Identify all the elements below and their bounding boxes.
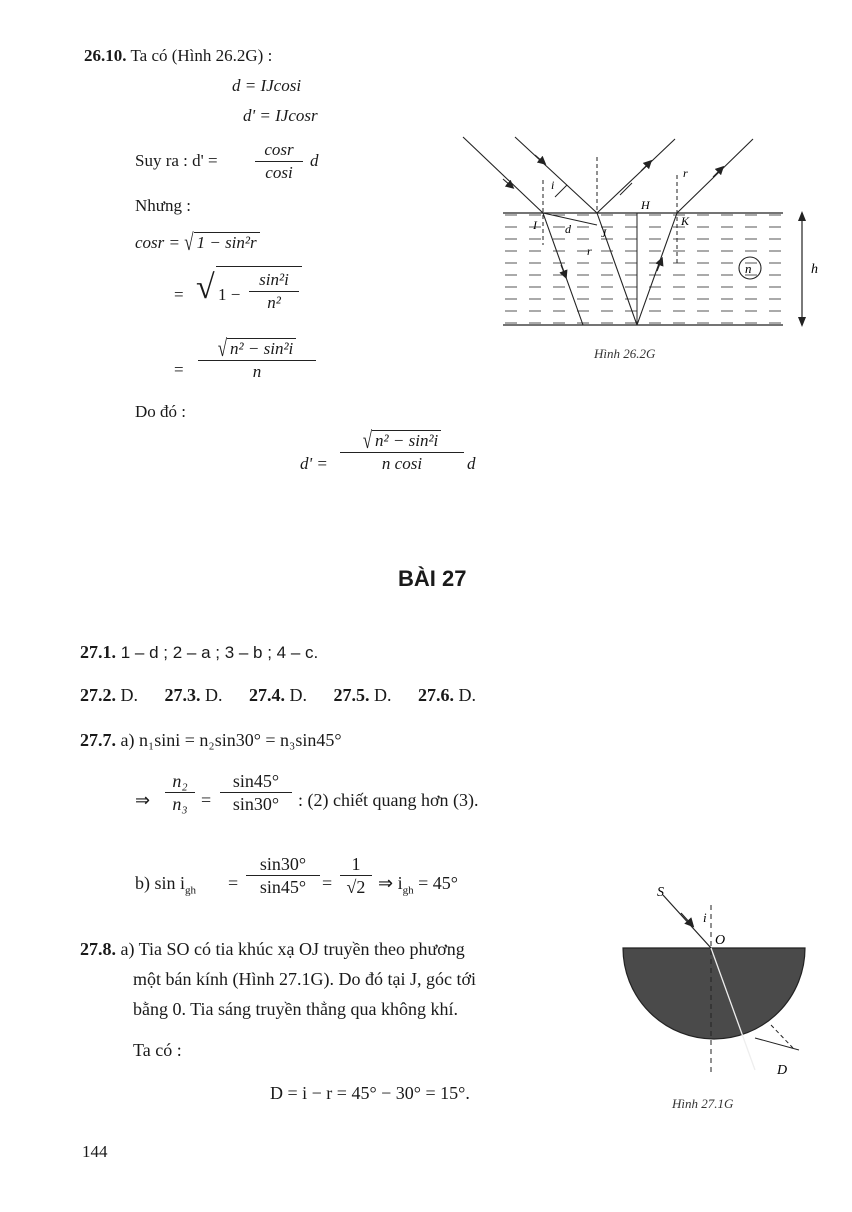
suyra-tail: d	[310, 151, 319, 170]
fraction-denominator: n₃	[172, 794, 188, 814]
fraction-denominator: n cosi	[381, 454, 423, 473]
incident-ray-1	[463, 137, 543, 213]
equals-sign: =	[201, 790, 212, 810]
figure-26-2g-caption: Hình 26.2G	[594, 346, 656, 361]
fraction-numerator: n² − sin²i	[227, 338, 296, 359]
sin-i-text: b) sin i	[135, 873, 186, 893]
section-26-10	[84, 46, 272, 66]
fraction-numerator: cosr	[264, 140, 294, 159]
paragraph-line-3: bằng 0. Tia sáng truyền thẳng qua không khí.	[133, 999, 458, 1019]
incident-ray-2	[515, 137, 597, 213]
sin-igh-prefix	[135, 873, 196, 897]
deviation-formula: D = i − r = 45° − 30° = 15°.	[270, 1083, 470, 1103]
taco-label: Ta có :	[133, 1040, 182, 1060]
radical-bar	[216, 266, 302, 267]
d-measure	[755, 1038, 799, 1050]
subscript-gh: gh	[402, 884, 414, 897]
sqrt-symbol: √	[196, 269, 215, 306]
one-over-root2	[340, 854, 372, 897]
equation-a: a) n₁sini = n₂sin30° = n₃sin45°	[120, 730, 342, 750]
cosr-radicand: 1 − sin²r	[194, 232, 260, 253]
equals-sign-2: =	[174, 360, 184, 379]
n-label: n	[745, 261, 752, 276]
reflected-ray-2	[677, 139, 753, 213]
figure-27-1g-caption: Hình 27.1G	[672, 1096, 734, 1111]
label-s: S	[657, 885, 664, 900]
answer-27-1	[80, 642, 318, 663]
figure-26-2g	[455, 125, 840, 365]
answer-label: 27.2.	[80, 685, 116, 705]
section-label: 26.10.	[84, 46, 127, 65]
fraction-denominator: √2	[346, 877, 366, 897]
answer-text: 1 – d ; 2 – a ; 3 – b ; 4 – c.	[120, 643, 319, 662]
answer-label: 27.8.	[80, 939, 116, 959]
point-k-label: K	[681, 214, 690, 228]
suyra-label: Suy ra : d' =	[135, 151, 218, 170]
reflected-ray-1	[597, 139, 675, 213]
fraction-denominator: sin30°	[232, 794, 280, 814]
sqrt-over-n: √ n² − sin²i n	[198, 338, 316, 382]
answer-value: D.	[205, 685, 223, 705]
final-lhs: d' =	[300, 454, 328, 473]
equals-sign-b: =	[228, 873, 239, 893]
fraction-denominator: cosi	[265, 163, 293, 182]
subscript-gh: gh	[185, 884, 197, 897]
fraction-numerator: 1	[351, 854, 361, 874]
point-j-label: J	[601, 226, 607, 240]
semicircle-block	[623, 948, 805, 1039]
one-minus: 1 −	[218, 285, 241, 304]
fraction-numerator: sin30°	[259, 854, 307, 874]
implies-i: ⇒ i	[378, 873, 403, 893]
igh-value: = 45°	[418, 873, 458, 893]
point-h-label: H	[641, 198, 650, 212]
section-title: BÀI 27	[398, 566, 467, 591]
paragraph-line-1: a) Tia SO có tia khúc xạ OJ truyền theo phương	[120, 939, 465, 959]
answer-27-7-a	[80, 730, 342, 751]
fraction-numerator: sin²i	[259, 270, 289, 289]
angle-i-label: i	[551, 178, 555, 192]
fraction-denominator: n²	[267, 293, 281, 312]
answer-label: 27.5.	[333, 685, 370, 705]
distance-d-label: d	[565, 222, 571, 236]
angle-r2-label: r	[587, 244, 592, 258]
answer-27-8	[80, 934, 476, 1024]
page-number: 144	[82, 1142, 108, 1161]
answer-value: D.	[120, 685, 138, 705]
fraction-numerator: n² − sin²i	[372, 430, 441, 451]
answer-label: 27.7.	[80, 730, 116, 750]
intro-text: Ta có (Hình 26.2G) :	[130, 46, 273, 65]
fraction-denominator: n	[252, 362, 262, 381]
figure-27-1g	[615, 860, 815, 1090]
label-i: i	[703, 910, 707, 925]
answer-label: 27.4.	[249, 685, 285, 705]
answer-value: D.	[458, 685, 476, 705]
suyra-fraction	[255, 140, 303, 183]
final-tail: d	[467, 454, 476, 473]
h-label: h	[811, 262, 818, 277]
angle-r-label: r	[683, 166, 688, 180]
n2-over-n3	[165, 771, 195, 814]
nhung-label: Nhưng :	[135, 196, 191, 215]
igh-result	[378, 873, 458, 897]
fraction-denominator: sin45°	[259, 877, 307, 897]
conclusion-text: : (2) chiết quang hơn (3).	[298, 790, 479, 810]
label-d: D	[777, 1063, 788, 1078]
dodo-label: Do đó :	[135, 402, 186, 421]
fraction-numerator: sin45°	[232, 771, 280, 791]
equation-d-prime: d' = IJcosr	[243, 106, 318, 125]
answer-value: D.	[289, 685, 307, 705]
fraction-numerator: n₂	[172, 771, 188, 791]
final-fraction: √ n² − sin²i n cosi	[340, 430, 464, 474]
sin30-over-sin45	[246, 854, 320, 897]
equals-sign-1: =	[174, 285, 184, 304]
equals-sign-b2: =	[322, 873, 333, 893]
answer-label: 27.6.	[418, 685, 454, 705]
answer-label: 27.1.	[80, 642, 116, 662]
equation-d: d = IJcosi	[232, 76, 302, 95]
sin45-over-sin30	[220, 771, 292, 814]
sin2i-over-n2	[249, 270, 299, 313]
label-o: O	[715, 933, 726, 948]
answer-value: D.	[374, 685, 392, 705]
answer-row-27-2-to-27-6	[80, 685, 476, 706]
answer-label: 27.3.	[164, 685, 201, 705]
arrow-implies: ⇒	[135, 790, 151, 810]
point-i-label: I	[533, 218, 537, 232]
cosr-equation: cosr = √ 1 − sin²r	[135, 232, 260, 253]
cosr-lhs: cosr =	[135, 233, 185, 252]
paragraph-line-2: một bán kính (Hình 27.1G). Do đó tại J, góc tới	[133, 969, 476, 989]
